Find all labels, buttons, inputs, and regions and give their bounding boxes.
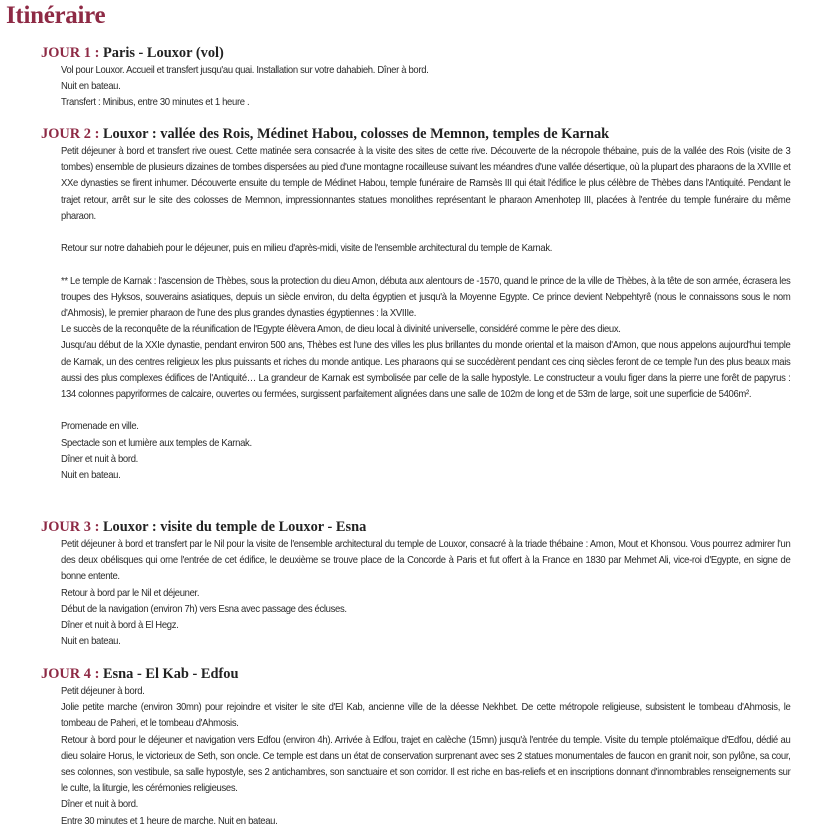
paragraph: Spectacle son et lumière aux temples de Karnak. (61, 437, 252, 449)
paragraph: Début de la navigation (environ 7h) vers Esna avec passage des écluses. (61, 603, 347, 615)
paragraph: Retour à bord pour le déjeuner et navigation vers Edfou (environ 4h). Arrivée à Edfou, trajet en calèche (15mn) jusqu'à l'entrée du temple. Visite du temple ptolémaïque d'Edfou, dédié au dieu solaire Horus, le victorieux de Seth, son oncle. Ce temple est dans un état de conservation surprenant avec ses 2 statues monumentales de faucon en granit noir, son pylône, sa cour, ses colonnes, son vestibule, sa salle hypostyle, ses 2 antichambres, son sanctuaire et son corridor. Il est riche en bas-reliefs et en inscriptions donnant d'innombrables renseignements sur le culte, la liturgie, les cérémonies religieuses. (61, 734, 791, 795)
paragraph: Petit déjeuner à bord et transfert rive ouest. Cette matinée sera consacrée à la visite des sites de cette rive. Découverte de la nécropole thébaine, puis de la vallée des Rois (visite de 3 tombes) ensemble de plusieurs dizaines de tombes dispersées au pied d'une montagne rocailleuse suivant les méandres d'une vallée désertique, où la plupart des pharaons de la XVIIIe et XXe dynasties se firent inhumer. Découverte ensuite du temple de Médinet Habou, temple funéraire de Ramsès III qui était l'édifice le plus célèbre de Thèbes dans l'Antiquité. Pendant le trajet retour, arrêt sur le site des colosses de Memnon, impressionnantes statues monolithes représentant le pharaon Amenhotep III, placées à l'entrée du temple funéraire du même pharaon. (61, 146, 791, 222)
paragraph: Nuit en bateau. (61, 636, 121, 648)
paragraph: Dîner et nuit à bord à El Hegz. (61, 620, 179, 632)
day-heading (41, 125, 791, 143)
day-title: Louxor : visite du temple de Louxor - Esna (99, 519, 367, 535)
paragraph: Transfert : Minibus, entre 30 minutes et 1 heure . (61, 97, 250, 109)
day-label: JOUR 2 : (41, 126, 100, 142)
day-label: JOUR 1 : (41, 45, 100, 61)
day-description (61, 144, 790, 484)
day-description (61, 684, 790, 830)
paragraph: Petit déjeuner à bord et transfert par le Nil pour la visite de l'ensemble architectural du temple de Louxor, consacré à la triade thébaine : Amon, Mout et Khonsou. Vous pourrez admirer l'un des deux obélisques qui orne l'entrée de cet édifice, le deuxième se trouve place de la Concorde à Paris et fut offert à la France en 1830 par Mehmet Ali, vice-roi d'Egypte, en signe de bonne entente. (61, 539, 791, 583)
day-4-section (41, 665, 791, 830)
day-heading (41, 44, 791, 62)
day-label: JOUR 4 : (41, 666, 100, 682)
day-title: Louxor : vallée des Rois, Médinet Habou, colosses de Memnon, temples de Karnak (99, 126, 610, 142)
paragraph: Dîner et nuit à bord. (61, 799, 138, 811)
day-heading (41, 665, 791, 683)
paragraph: Jolie petite marche (environ 30mn) pour rejoindre et visiter le site d'El Kab, ancienne ville de la déesse Nekhbet. De cette métropole religieuse, subsistent le tombeau d'Ahmosis, le tombeau de Paheri, et le tombeau d'Ahmosis. (61, 702, 791, 730)
page-title: Itinéraire (6, 2, 106, 29)
paragraph: Retour à bord par le Nil et déjeuner. (61, 587, 200, 599)
day-title: Esna - El Kab - Edfou (99, 666, 239, 682)
paragraph: Promenade en ville. (61, 421, 139, 433)
paragraph: Petit déjeuner à bord. (61, 686, 145, 697)
paragraph: Entre 30 minutes et 1 heure de marche. Nuit en bateau. (61, 815, 278, 827)
day-label: JOUR 3 : (41, 519, 100, 535)
paragraph: Vol pour Louxor. Accueil et transfert jusqu'au quai. Installation sur votre dahabieh. Dîner à bord. (61, 65, 429, 76)
day-heading (41, 518, 791, 536)
day-3-section (41, 518, 791, 650)
day-description (61, 63, 790, 112)
paragraph: ** Le temple de Karnak : l'ascension de Thèbes, sous la protection du dieu Amon, débuta aux alentours de -1570, quand le prince de la ville de Thèbes, à la tête de son armée, écrasera les troupes des Hyksos, souverains asiatiques, depuis un siècle environ, du delta égyptien et jusqu'à la Moyenne Egypte. Ce prince devient Nebpehtyrê (nous le connaissons sous le nom d'Ahmosis), le premier pharaon de l'une des plus grandes dynasties égyptiennes : la XVIIIe. (61, 275, 791, 319)
spacer (61, 257, 790, 273)
day-2-section (41, 125, 791, 484)
day-description (61, 537, 790, 650)
paragraph: Retour sur notre dahabieh pour le déjeuner, puis en milieu d'après-midi, visite de l'ensemble architectural du temple de Karnak. (61, 243, 553, 255)
paragraph: Le succès de la reconquête de la réunification de l'Egypte élèvera Amon, de dieu local à divinité universelle, considéré comme le père des dieux. (61, 324, 621, 336)
spacer (61, 403, 790, 419)
paragraph: Nuit en bateau. (61, 470, 121, 482)
paragraph: Dîner et nuit à bord. (61, 453, 138, 465)
day-title: Paris - Louxor (vol) (99, 45, 224, 61)
paragraph: Jusqu'au début de la XXIe dynastie, pendant environ 500 ans, Thèbes est l'une des villes les plus brillantes du monde oriental et la maison d'Amon, que nous appelons aujourd'hui temple de Karnak, un des centres religieux les plus puissants et riches du monde antique. Les pharaons qui se succédèrent pendant ces cinq siècles feront de ce temple l'un des plus beaux mais aussi des plus complexes édifices de l'Antiquité… La grandeur de Karnak est symbolisée par celle de la salle hypostyle. Le constructeur a voulu figer dans la pierre une forêt de papyrus : 134 colonnes papyriformes de calcaire, ouvertes ou fermées, surgissent parfaitement alignées dans une salle de 102m de long et de 53m de large, soit une superficie de 5406m². (61, 340, 791, 401)
paragraph: Nuit en bateau. (61, 81, 121, 93)
day-1-section (41, 44, 791, 112)
spacer (61, 225, 790, 241)
